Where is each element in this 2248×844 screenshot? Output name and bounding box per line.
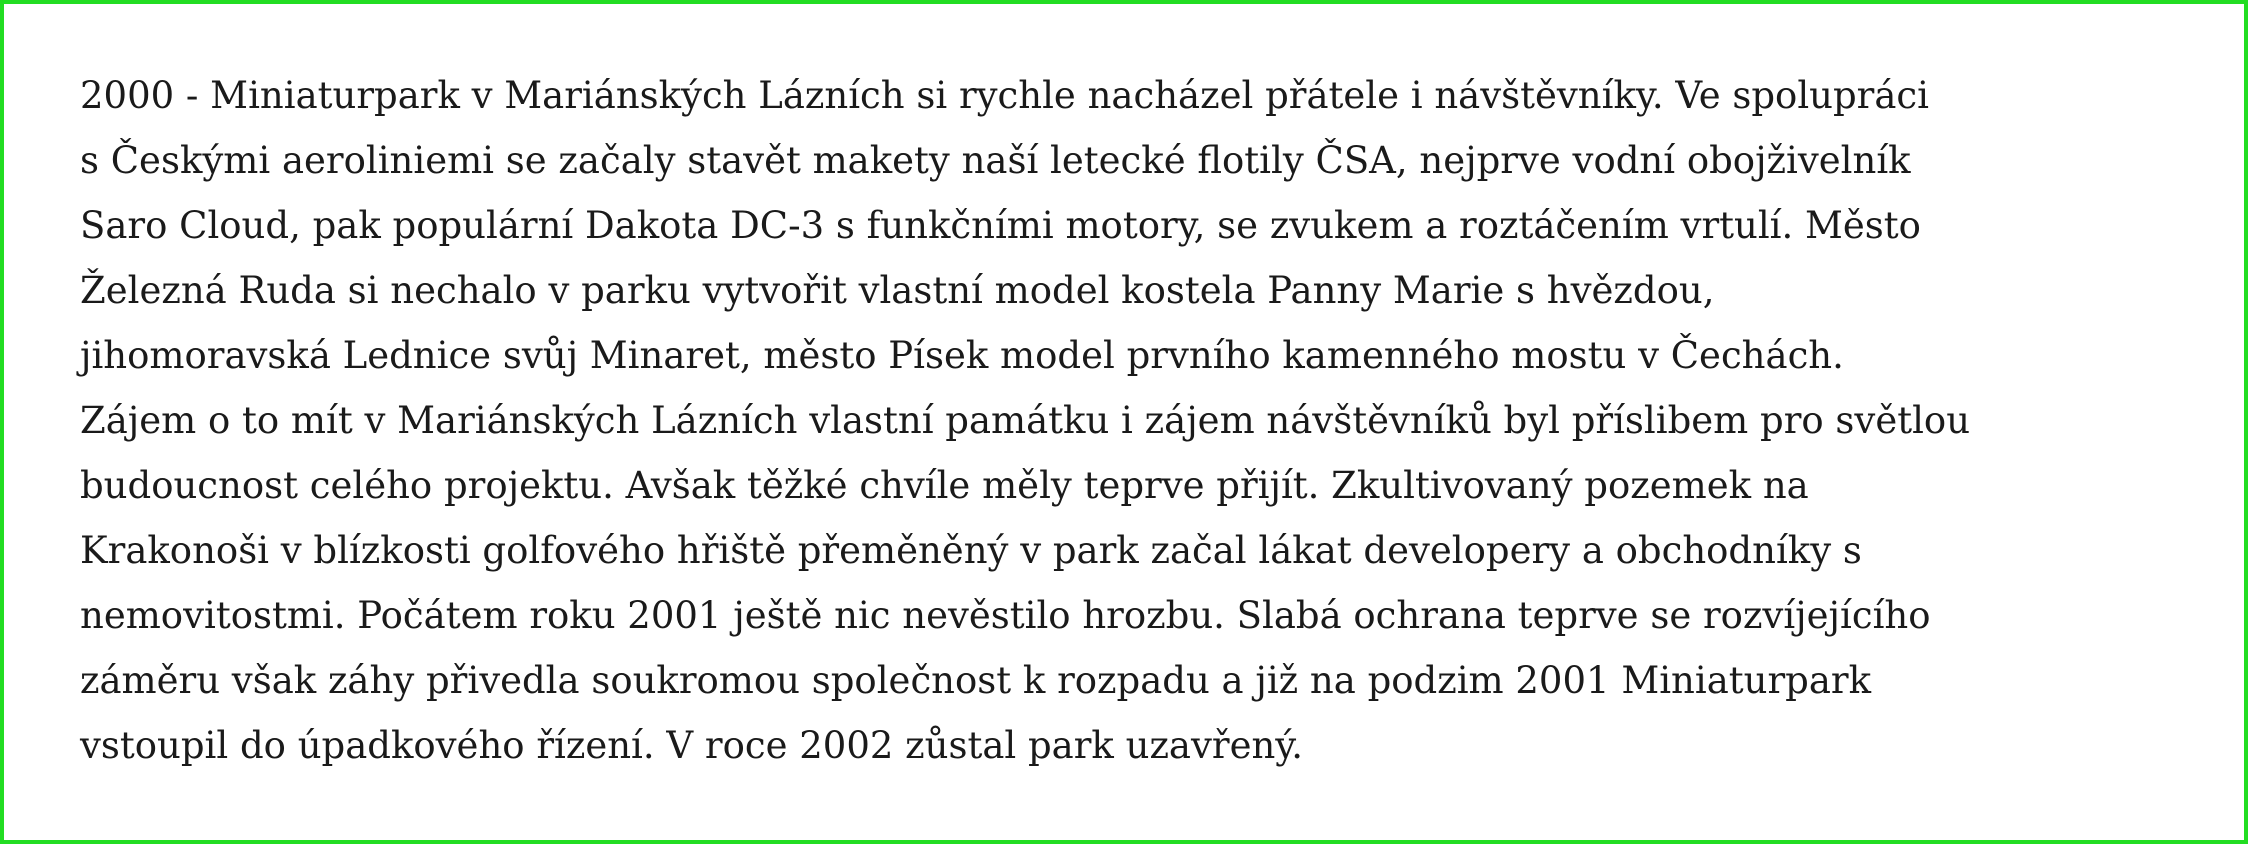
paragraph-line: vstoupil do úpadkového řízení. V roce 2002 zůstal park uzavřený. — [80, 724, 1304, 767]
text-paragraph — [80, 63, 2240, 778]
paragraph-line: záměru však záhy přivedla soukromou společnost k rozpadu a již na podzim 2001 Miniaturpark — [80, 659, 1871, 702]
paragraph-line: s Českými aeroliniemi se začaly stavět makety naší letecké flotily ČSA, nejprve vodní obojživelník — [80, 139, 1911, 182]
paragraph-line: Zájem o to mít v Mariánských Lázních vlastní památku i zájem návštěvníků byl příslibem pro světlou — [80, 399, 1971, 442]
paragraph-line: Saro Cloud, pak populární Dakota DC-3 s funkčními motory, se zvukem a roztáčením vrtulí. Město — [80, 204, 1921, 247]
paragraph-line: nemovitostmi. Počátem roku 2001 ještě nic nevěstilo hrozbu. Slabá ochrana teprve se rozvíjejícího — [80, 594, 1931, 637]
paragraph-line: Krakonoši v blízkosti golfového hřiště přeměněný v park začal lákat developery a obchodníky s — [80, 529, 1862, 572]
paragraph-line: budoucnost celého projektu. Avšak těžké chvíle měly teprve přijít. Zkultivovaný pozemek na — [80, 464, 1809, 507]
paragraph-line: 2000 - Miniaturpark v Mariánských Lázních si rychle nacházel přátele i návštěvníky. Ve spolupráci — [80, 74, 1929, 117]
paragraph-line: jihomoravská Lednice svůj Minaret, město Písek model prvního kamenného mostu v Čechách. — [80, 334, 1844, 377]
paragraph-line: Železná Ruda si nechalo v parku vytvořit vlastní model kostela Panny Marie s hvězdou, — [80, 269, 1715, 312]
